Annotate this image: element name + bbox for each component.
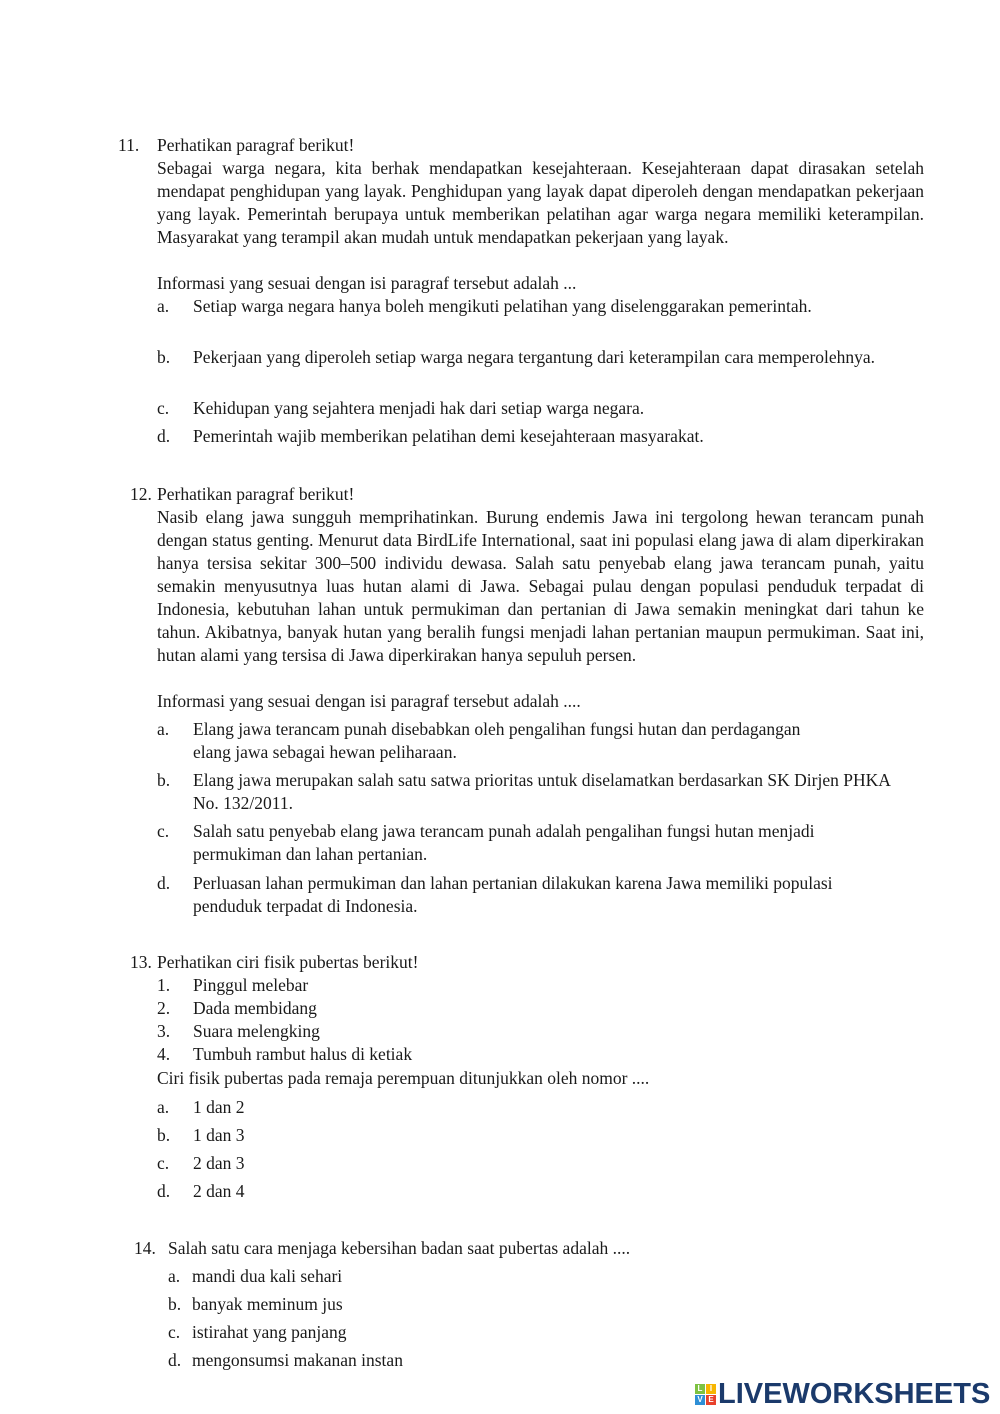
option-text: 2 dan 4 [193, 1181, 245, 1201]
question-stem: Salah satu cara menjaga kebersihan badan saat pubertas adalah .... [168, 1238, 631, 1258]
item-number: 1. [157, 975, 171, 995]
question-stem: Perhatikan ciri fisik pubertas berikut! [157, 952, 419, 972]
list-item-4 [157, 1043, 917, 1066]
option-label: c. [157, 1153, 170, 1173]
option-c[interactable] [157, 820, 847, 866]
option-label: c. [168, 1322, 181, 1342]
item-text: Tumbuh rambut halus di ketiak [193, 1044, 413, 1064]
logo-letter-v: V [695, 1395, 705, 1405]
option-label: b. [157, 347, 171, 367]
option-text: istirahat yang panjang [192, 1322, 347, 1342]
option-text: 2 dan 3 [193, 1153, 245, 1173]
item-number: 2. [157, 998, 171, 1018]
option-label: d. [157, 1181, 171, 1201]
option-label: b. [157, 770, 171, 790]
item-number: 3. [157, 1021, 171, 1041]
option-text: Pekerjaan yang diperoleh setiap warga negara tergantung dari keterampilan cara memperolehnya. [193, 347, 876, 367]
option-label: c. [157, 821, 170, 841]
option-a[interactable] [157, 295, 837, 318]
option-label: d. [157, 873, 171, 893]
option-b[interactable] [168, 1293, 343, 1316]
question-stem: Perhatikan paragraf berikut! [157, 484, 355, 504]
option-b[interactable] [157, 346, 877, 369]
option-text: 1 dan 3 [193, 1125, 245, 1145]
option-text: Salah satu penyebab elang jawa terancam punah adalah pengalihan fungsi hutan menjadi permukiman dan lahan pertanian. [193, 821, 815, 864]
option-b[interactable] [157, 1124, 917, 1147]
question-number: 13. [130, 952, 152, 972]
item-number: 4. [157, 1044, 171, 1064]
option-d[interactable] [157, 425, 917, 448]
option-d[interactable] [157, 1180, 917, 1203]
list-item-3 [157, 1020, 917, 1043]
option-text: mandi dua kali sehari [192, 1266, 343, 1286]
option-text: banyak meminum jus [192, 1294, 343, 1314]
option-a[interactable] [168, 1265, 342, 1288]
option-b[interactable] [157, 769, 892, 815]
question-paragraph [157, 157, 924, 249]
option-text: Perluasan lahan permukiman dan lahan pertanian dilakukan karena Jawa memiliki populasi penduduk terpadat di Indonesia. [193, 873, 833, 916]
question-stem: Perhatikan paragraf berikut! [157, 135, 355, 155]
question-prompt: Ciri fisik pubertas pada remaja perempuan ditunjukkan oleh nomor .... [157, 1068, 650, 1088]
option-a[interactable] [157, 718, 827, 764]
option-label: a. [157, 719, 170, 739]
option-label: d. [168, 1350, 182, 1370]
option-label: b. [157, 1125, 171, 1145]
question-prompt: Informasi yang sesuai dengan isi paragraf tersebut adalah ... [157, 273, 577, 293]
option-label: a. [168, 1266, 181, 1286]
option-a[interactable] [157, 1096, 917, 1119]
option-text: Setiap warga negara hanya boleh mengikuti pelatihan yang diselenggarakan pemerintah. [193, 296, 812, 316]
item-text: Suara melengking [193, 1021, 320, 1041]
option-text: Elang jawa merupakan salah satu satwa prioritas untuk diselamatkan berdasarkan SK Dirjen PHKA No. 132/2011. [193, 770, 890, 813]
question-number: 12. [130, 484, 152, 504]
liveworksheets-logo[interactable] [695, 1378, 990, 1410]
question-number: 14. [134, 1238, 156, 1258]
item-text: Dada membidang [193, 998, 317, 1018]
logo-letter-e: E [706, 1395, 716, 1405]
question-number: 11. [118, 135, 140, 155]
logo-letter-i: I [706, 1384, 716, 1394]
option-text: mengonsumsi makanan instan [192, 1350, 403, 1370]
option-c[interactable] [157, 1152, 917, 1175]
option-c[interactable] [157, 397, 917, 420]
question-paragraph [157, 506, 924, 667]
logo-mark-icon [695, 1384, 716, 1405]
logo-wordmark: LIVEWORKSHEETS [718, 1378, 991, 1410]
option-label: a. [157, 1097, 170, 1117]
option-text: Kehidupan yang sejahtera menjadi hak dari setiap warga negara. [193, 398, 645, 418]
logo-letter-l: L [695, 1384, 705, 1394]
option-label: d. [157, 426, 171, 446]
option-text: Elang jawa terancam punah disebabkan oleh pengalihan fungsi hutan dan perdagangan elang jawa sebagai hewan peliharaan. [193, 719, 801, 762]
option-d[interactable] [157, 872, 867, 918]
option-text: 1 dan 2 [193, 1097, 245, 1117]
option-label: b. [168, 1294, 182, 1314]
option-label: c. [157, 398, 170, 418]
paragraph-text: Sebagai warga negara, kita berhak mendapatkan kesejahteraan. Kesejahteraan dapat dirasakan setelah mendapat penghidupan yang layak. Penghidupan yang layak dapat diperoleh dengan mendapatkan pekerjaan yang layak. Pemerintah berupaya untuk memberikan pelatihan agar warga negara memiliki keterampilan. Masyarakat yang terampil akan mudah untuk mendapatkan pekerjaan yang layak. [157, 158, 924, 247]
list-item-1 [157, 974, 917, 997]
paragraph-text: Nasib elang jawa sungguh memprihatinkan. Burung endemis Jawa ini tergolong hewan terancam punah dengan status genting. Menurut data BirdLife International, saat ini populasi elang jawa di alam diperkirakan hanya tersisa sekitar 300–500 individu dewasa. Salah satu penyebab elang jawa terancam punah, yaitu semakin menyusutnya luas hutan alami di Jawa. Sebagai pulau dengan populasi penduduk terpadat di Indonesia, kebutuhan lahan untuk permukiman dan pertanian di Jawa semakin meningkat dari tahun ke tahun. Akibatnya, banyak hutan yang beralih fungsi menjadi lahan pertanian maupun permukiman. Saat ini, hutan alami yang tersisa di Jawa diperkirakan hanya sepuluh persen. [157, 507, 924, 665]
option-text: Pemerintah wajib memberikan pelatihan demi kesejahteraan masyarakat. [193, 426, 704, 446]
item-text: Pinggul melebar [193, 975, 309, 995]
option-d[interactable] [168, 1349, 403, 1372]
option-label: a. [157, 296, 170, 316]
list-item-2 [157, 997, 917, 1020]
question-prompt: Informasi yang sesuai dengan isi paragraf tersebut adalah .... [157, 691, 581, 711]
option-c[interactable] [168, 1321, 347, 1344]
